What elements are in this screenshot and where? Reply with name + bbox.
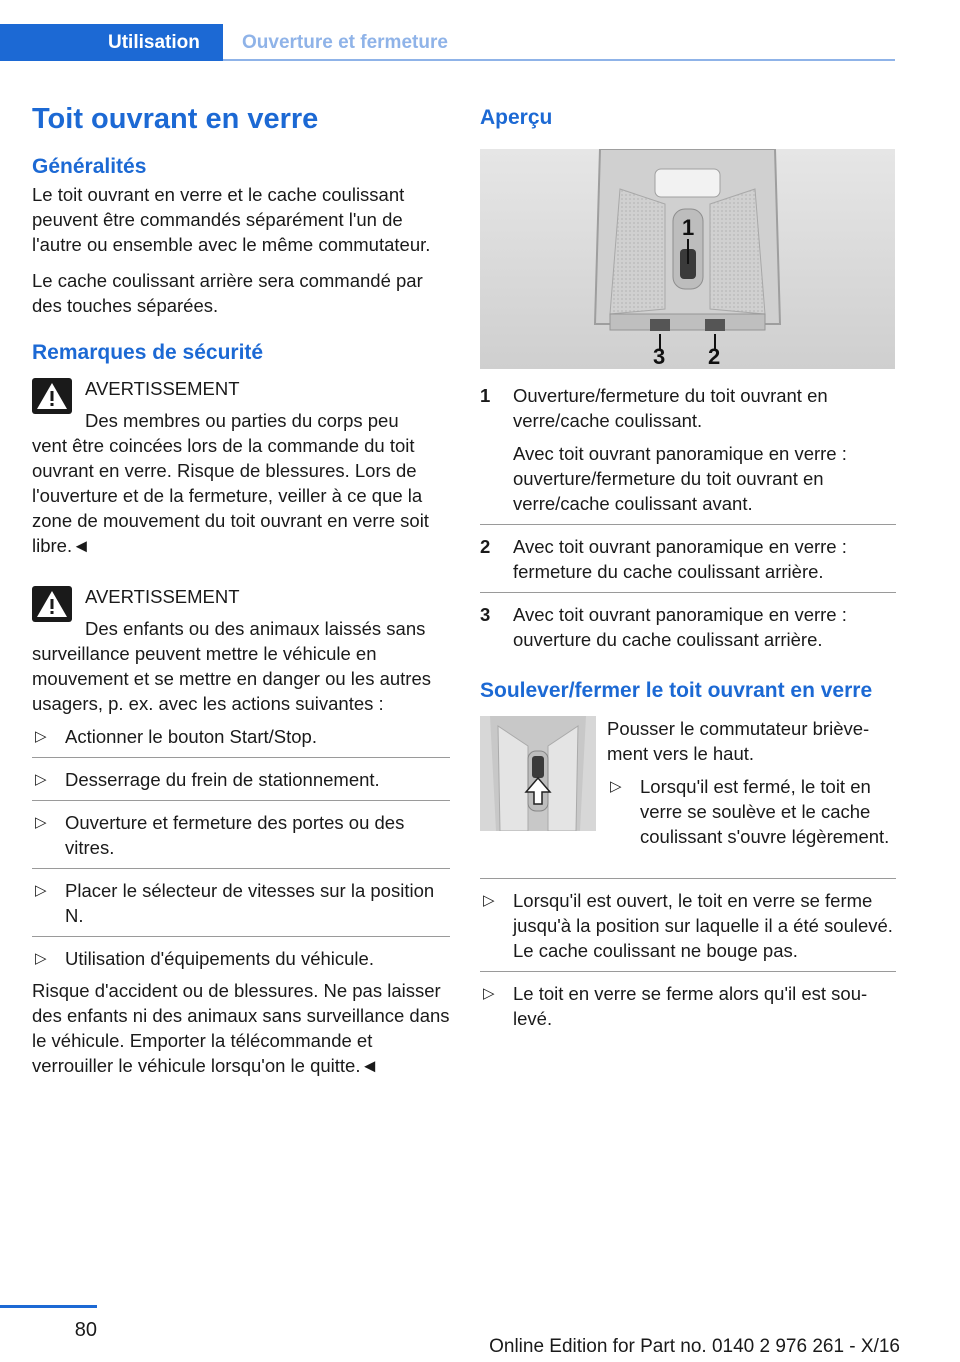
left-column bbox=[32, 100, 450, 1078]
warning-1-text-first: Des membres ou parties du corps peu bbox=[85, 410, 399, 431]
overview-numbered-list bbox=[480, 383, 896, 652]
footer-rule bbox=[0, 1305, 97, 1308]
lift-intro: Pousser le commutateur brièvement vers le haut. bbox=[607, 718, 870, 764]
bullet-triangle-icon: ▷ bbox=[35, 814, 47, 831]
switch-illustration bbox=[480, 716, 596, 831]
warning-2-text: surveillance peuvent mettre le véhicule en mouvement et se mettre en danger ou les autres usagers, p. ex. avec les actions suivantes : bbox=[32, 643, 431, 714]
warning-triangle-icon bbox=[32, 586, 72, 622]
page-number: 80 bbox=[74, 1319, 97, 1341]
bullet-triangle-icon: ▷ bbox=[610, 778, 622, 795]
list-item: 3 Avec toit ouvrant panoramique en verre : ouverture du cache coulissant arrière. bbox=[480, 604, 847, 650]
bullet-triangle-icon: ▷ bbox=[483, 892, 495, 909]
bullet-triangle-icon: ▷ bbox=[35, 728, 47, 745]
safety-heading: Remarques de sécurité bbox=[32, 341, 264, 364]
roof-control-illustration bbox=[480, 149, 895, 369]
header-divider bbox=[223, 59, 895, 61]
warning-2-closing: Risque d'accident ou de blessures. Ne pas laisser des enfants ni des animaux sans surveillance dans le véhicule. Emporter la télécommande et verrouiller le véhicule lorsqu'on le quitte.◄ bbox=[32, 980, 450, 1076]
callout-2: 2 bbox=[708, 344, 721, 369]
divider bbox=[32, 800, 450, 801]
bullet-triangle-icon: ▷ bbox=[35, 950, 47, 967]
divider bbox=[480, 524, 896, 525]
tab-ouverture-fermeture[interactable]: Ouverture et fermeture bbox=[242, 32, 448, 53]
callout-3: 3 bbox=[653, 344, 666, 369]
bullet-triangle-icon: ▷ bbox=[35, 771, 47, 788]
list-item: ▷ Actionner le bouton Start/Stop. bbox=[35, 726, 317, 747]
warning-block-2 bbox=[32, 584, 450, 1078]
warning-triangle-icon bbox=[32, 378, 72, 414]
warning-1-title: AVERTISSEMENT bbox=[85, 378, 240, 399]
list-item: ▷ Lorsqu'il est ouvert, le toit en verre se ferme jusqu'à la position sur laquelle il a été soulevé. Le cache coulissant ne bouge pas. bbox=[483, 890, 893, 961]
list-item: 1 Ouverture/fermeture du toit ouvrant en verre/cache coulissant. Avec toit ouvrant panoramique en verre : ouverture/fermeture du toit ouvrant en verre/cache coulissant avant. bbox=[480, 385, 847, 514]
divider bbox=[32, 868, 450, 869]
warning-2-title: AVERTISSEMENT bbox=[85, 586, 240, 607]
general-paragraph-2: Le cache coulissant arrière sera commandé par des touches séparées. bbox=[32, 270, 423, 316]
bullet-triangle-icon: ▷ bbox=[483, 985, 495, 1002]
list-item: ▷ Le toit en verre se ferme alors qu'il est soulevé. bbox=[483, 983, 868, 1029]
warning-block-1 bbox=[32, 376, 450, 558]
list-item: ▷ Desserrage du frein de stationnement. bbox=[35, 769, 380, 790]
divider bbox=[32, 757, 450, 758]
warning-2-text-first: Des enfants ou des animaux laissés sans bbox=[85, 618, 426, 639]
right-column bbox=[480, 100, 896, 1031]
tab-utilisation[interactable]: Utilisation bbox=[0, 24, 223, 61]
switch-image bbox=[480, 716, 596, 831]
list-item: ▷ Utilisation d'équipements du véhicule. bbox=[35, 948, 374, 969]
warning-2-bullet-list bbox=[32, 724, 450, 971]
bullet-triangle-icon: ▷ bbox=[35, 882, 47, 899]
list-item: ▷ Lorsqu'il est fermé, le toit en verre se soulève et le cache coulissant s'ouvre légèrement. bbox=[610, 776, 890, 847]
list-item: 2 Avec toit ouvrant panoramique en verre : fermeture du cache coulissant arrière. bbox=[480, 536, 847, 582]
footer-edition: Online Edition for Part no. 0140 2 976 261 - X/16 bbox=[489, 1336, 900, 1357]
page-title: Toit ouvrant en verre bbox=[32, 103, 319, 135]
lift-section bbox=[480, 716, 896, 878]
divider bbox=[32, 936, 450, 937]
overview-image bbox=[480, 149, 895, 369]
divider bbox=[480, 971, 896, 972]
callout-1: 1 bbox=[682, 215, 695, 240]
list-item: ▷ Placer le sélecteur de vitesses sur la position N. bbox=[35, 880, 435, 926]
general-heading: Généralités bbox=[32, 155, 147, 178]
divider bbox=[480, 592, 896, 593]
header-tabbar bbox=[0, 24, 895, 62]
divider bbox=[480, 878, 896, 879]
overview-heading: Aperçu bbox=[480, 106, 553, 129]
warning-1-text: vent être coincées lors de la commande du toit ouvrant en verre. Risque de blessures. Lors de l'ouverture et de la fermeture, veiller à ce que la zone de mouvement du toit ouvrant en verre soit libre.◄ bbox=[32, 435, 429, 556]
lift-heading: Soulever/fermer le toit ouvrant en verre bbox=[480, 679, 873, 702]
general-paragraph-1: Le toit ouvrant en verre et le cache coulissant peuvent être commandés séparément l'un de l'autre ou ensemble avec le même commutateur. bbox=[32, 184, 431, 255]
list-item: ▷ Ouverture et fermeture des portes ou des vitres. bbox=[35, 812, 405, 858]
